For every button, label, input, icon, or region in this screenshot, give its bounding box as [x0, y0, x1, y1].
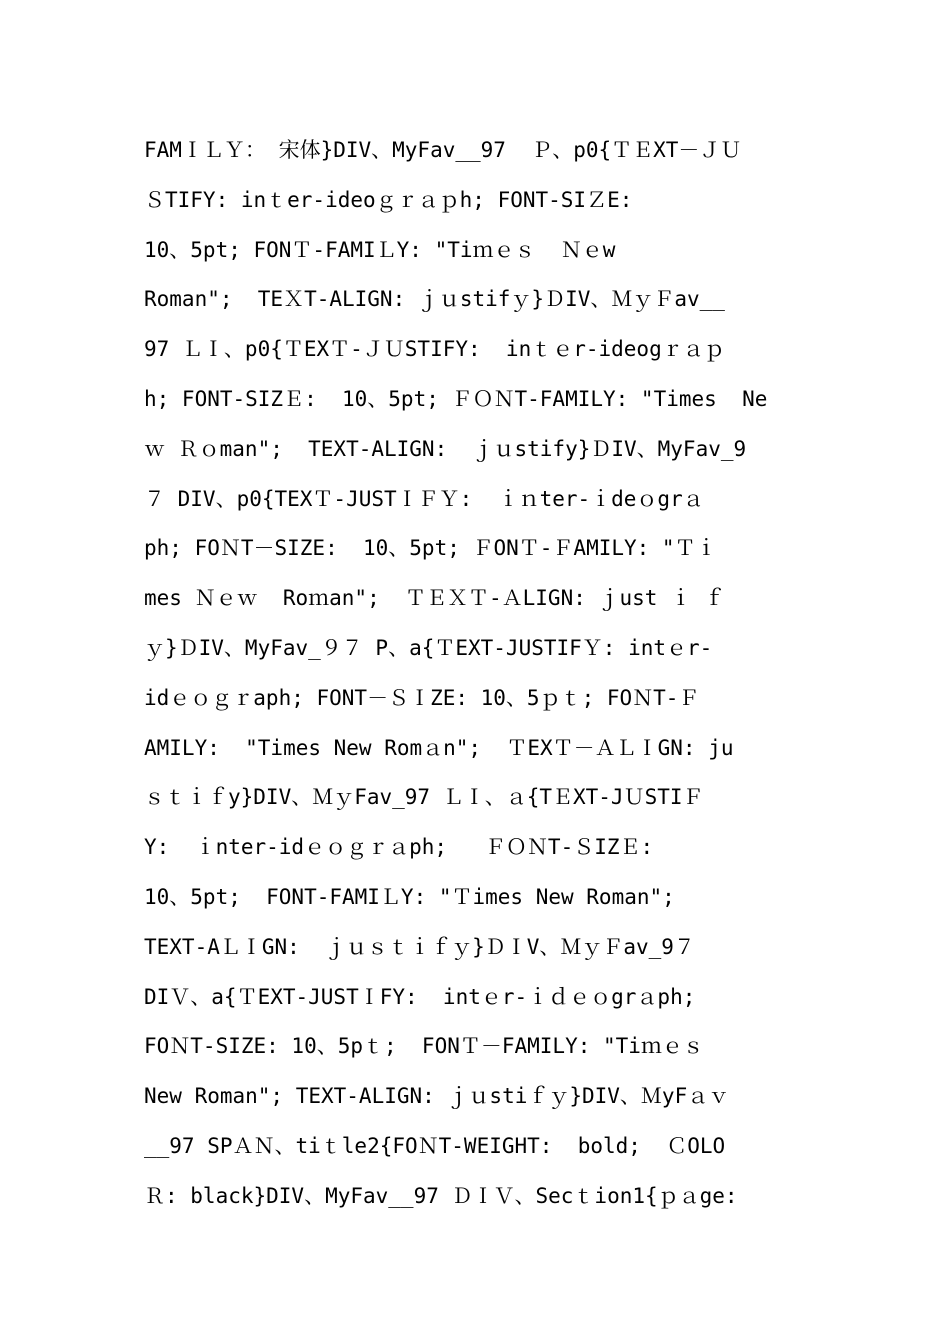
text-line: Ｒ: black}DIV、MyFav__97 ＤＩＶ、Secｔion1{ｐａge:: [144, 1183, 738, 1208]
text-line: ｓｔｉｆy}DIV、ＭｙFav_97 ＬＩ、ａ{TＥXT-JＵSTIＦ: [144, 785, 704, 810]
text-line: ｙ}ＤIV、MyFav_９７ P、a{ＴEXT-JUSTIFＹ: intｅr-: [144, 635, 713, 660]
text-line: FOＮT-SIZE: 10、5pｔ; FONＴ－FAMILY: "Tiｍｅｓ: [144, 1034, 704, 1059]
text-line: 97 ＬＩ、p0{ＴEXＴ-ＪＵSTIFY: inｔｅr-ideogｒａｐ: [144, 337, 725, 362]
text-line: 10、5pt; FONT-FAMIＬY: "Ｔimes New Roman";: [144, 884, 675, 909]
text-line: TEXT-AＬＩGN: ｊｕｓｔｉｆｙ}ＤＩV、ＭｙＦav_9７: [144, 934, 695, 959]
text-line: Roman"; TEＸT-ALIGN: ｊｕstifｙ}ＤIV、ＭｙＦav__: [144, 287, 725, 312]
text-line: FAMＩＬＹ： 宋体}DIV、MyFav__97 Ｐ、p0{ＴＥXT－ＪＵ: [144, 138, 742, 162]
text-line: AMILY: "Times New Romａn"; ＴEXＴ－ＡＬＩGN: ju: [144, 735, 734, 760]
text-line: mes Ｎｅｗ Roｍan"; ＴＥＸＴ-ＡLIGN: ｊust ｉ ｆ: [144, 586, 725, 611]
text-line: 10、5pt; FONＴ-FAMIＬY: "Tiｍｅｓ Ｎｅw: [144, 237, 616, 262]
text-line: __97 SPＡＮ、tiｔle2{FOＮT-WEIGHT: bold; ＣOLO: [144, 1133, 726, 1158]
text-line: ７ DIV、p0{TEXＴ-JUSTＩＦＹ: ｉｎter-ｉdeｏgrａ: [144, 486, 704, 511]
text-line: New Roman"; TEXT-ALIGN: ｊｕstiｆｙ}DIV、ＭyFａｖ: [144, 1084, 730, 1109]
text-line: ｗ Ｒｏman"; TEXT-ALIGN: ｊｕstify}ＤIV、MyFav_9: [144, 436, 747, 461]
text-line: ph; FOＮT－SIZE: 10、5pt; ＦONＴ-ＦAMILY: "Ｔｉ: [144, 536, 717, 561]
text-line: idｅｏｇｒaph; FONT－ＳＩZE: 10、5ｐｔ; FOＮT-Ｆ: [144, 685, 700, 710]
text-line: Y: ｉnter-idｅｏｇｒａph; ＦＯＮT-ＳIZＥ:: [144, 835, 654, 860]
text-line: DIＶ、a{ＴEXT-JUSTＩFY: intｅr-ｉｄｅｏgrａph;: [144, 984, 696, 1009]
document-body: [144, 130, 809, 1226]
text-line: h; FONT-SIZＥ: 10、5pt; ＦＯＮT-FAMILY: "Times Ne: [144, 386, 768, 411]
text-line: ＳTIFY: inｔer-ideoｇｒａｐh; FONT-SIＺE:: [144, 187, 633, 212]
